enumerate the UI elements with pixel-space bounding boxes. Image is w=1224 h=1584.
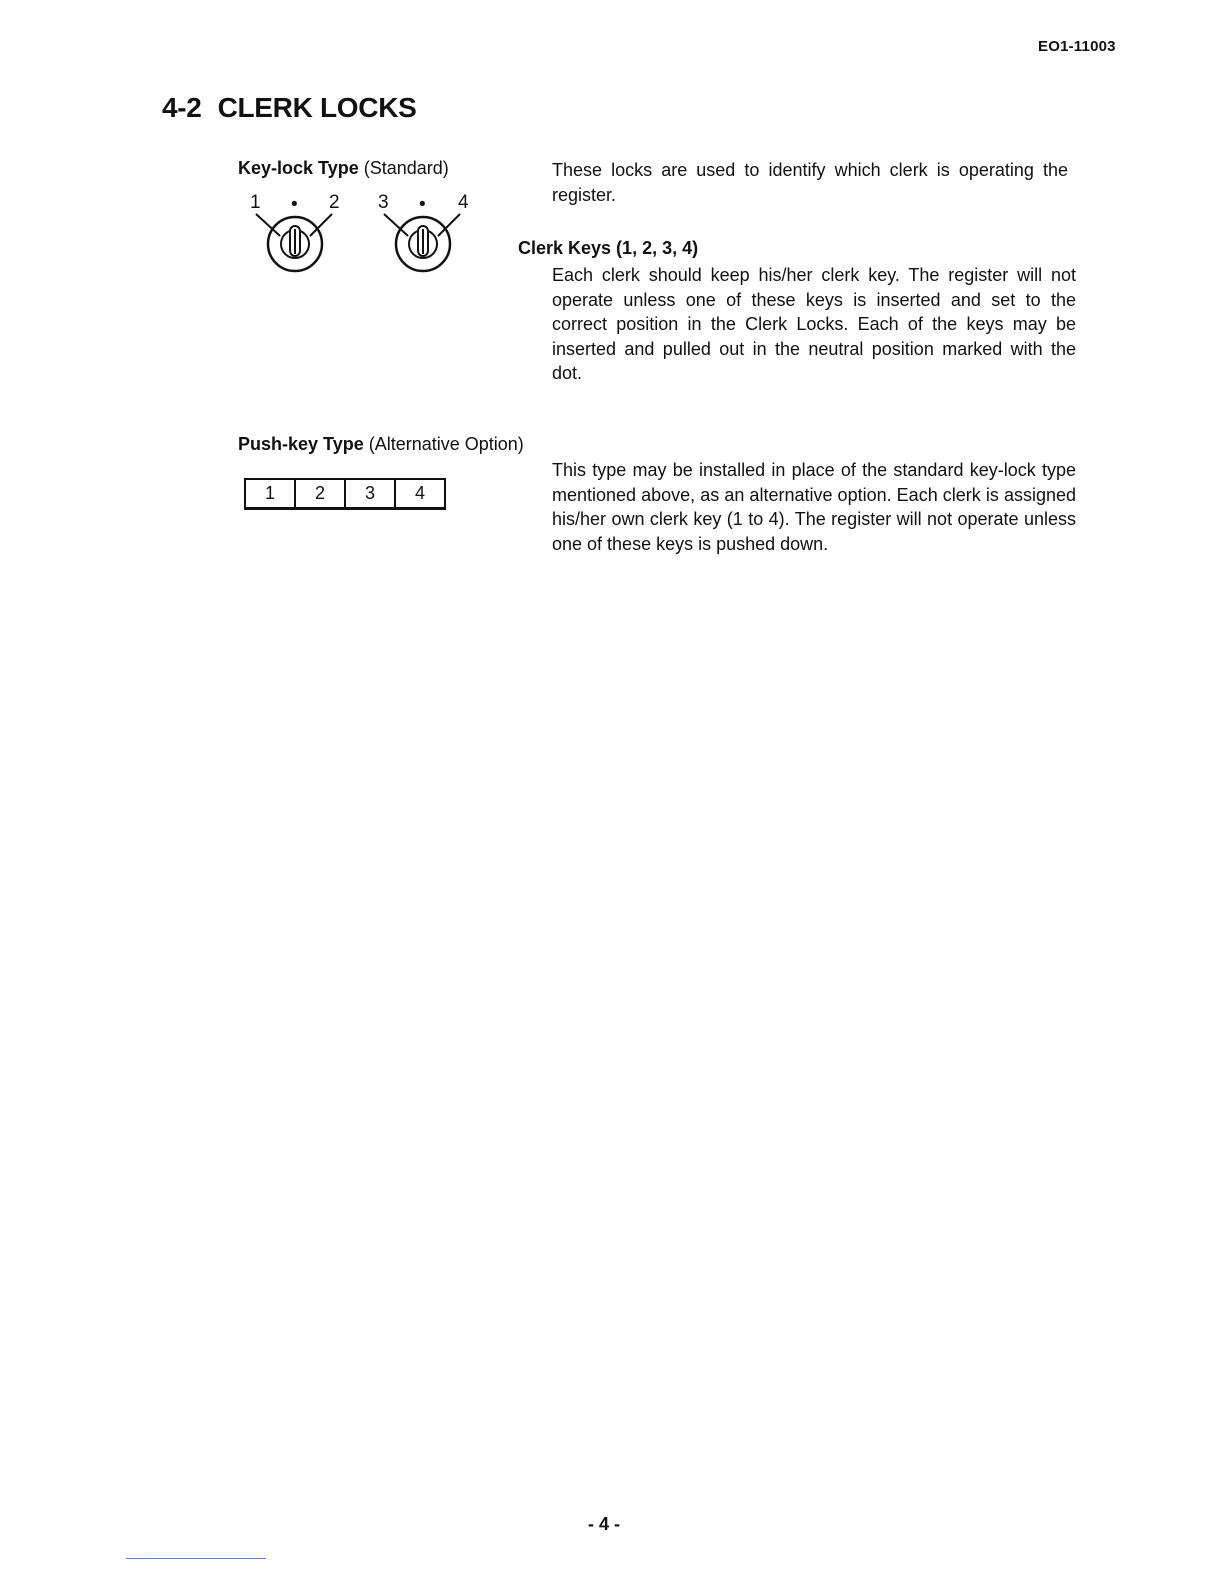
pushkey-heading-normal: (Alternative Option) bbox=[368, 434, 524, 454]
lock-position-label: 3 bbox=[378, 192, 389, 213]
push-key-3: 3 bbox=[346, 480, 396, 507]
clerk-keys-body: Each clerk should keep his/her clerk key. The register will not operate unless one of these keys is inserted and set to the correct position in the Clerk Locks. Each of the keys may be inserted and pulled out in the neutral position marked with the dot. bbox=[552, 265, 1076, 383]
keylock-heading-normal: (Standard) bbox=[363, 158, 449, 178]
section-title-text: CLERK LOCKS bbox=[217, 92, 417, 123]
section-title bbox=[162, 92, 417, 124]
clerk-lock-2 bbox=[378, 192, 469, 271]
lock-position-label: 1 bbox=[250, 192, 261, 213]
keylock-intro: These locks are used to identify which clerk is operating the register. bbox=[552, 160, 1068, 205]
neutral-dot: • bbox=[291, 194, 298, 215]
keylock-diagram bbox=[244, 188, 484, 284]
keylock-heading bbox=[238, 158, 449, 179]
section-number: 4-2 bbox=[162, 92, 202, 123]
push-key-2: 2 bbox=[296, 480, 346, 507]
keylock-heading-bold: Key-lock Type bbox=[238, 158, 359, 178]
clerk-keys-heading: Clerk Keys (1, 2, 3, 4) bbox=[518, 238, 699, 258]
page-number: - 4 - bbox=[588, 1514, 621, 1534]
lock-position-label: 4 bbox=[458, 192, 469, 213]
lock-position-label: 2 bbox=[329, 192, 340, 213]
neutral-dot: • bbox=[419, 194, 426, 215]
scan-artifact-line bbox=[126, 1558, 266, 1559]
push-key-4: 4 bbox=[414, 483, 425, 503]
push-key-1: 1 bbox=[246, 480, 296, 507]
pushkey-body: This type may be installed in place of the standard key-lock type mentioned above, as an alternative option. Each clerk is assigned his/her own clerk key (1 to 4). The register will not operate unless one of these keys is pushed down. bbox=[552, 460, 1076, 554]
document-number: EO1-11003 bbox=[1038, 38, 1116, 55]
clerk-lock-1 bbox=[250, 192, 340, 271]
pushkey-diagram bbox=[244, 478, 446, 510]
pushkey-heading bbox=[238, 434, 524, 455]
pushkey-heading-bold: Push-key Type bbox=[238, 434, 364, 454]
